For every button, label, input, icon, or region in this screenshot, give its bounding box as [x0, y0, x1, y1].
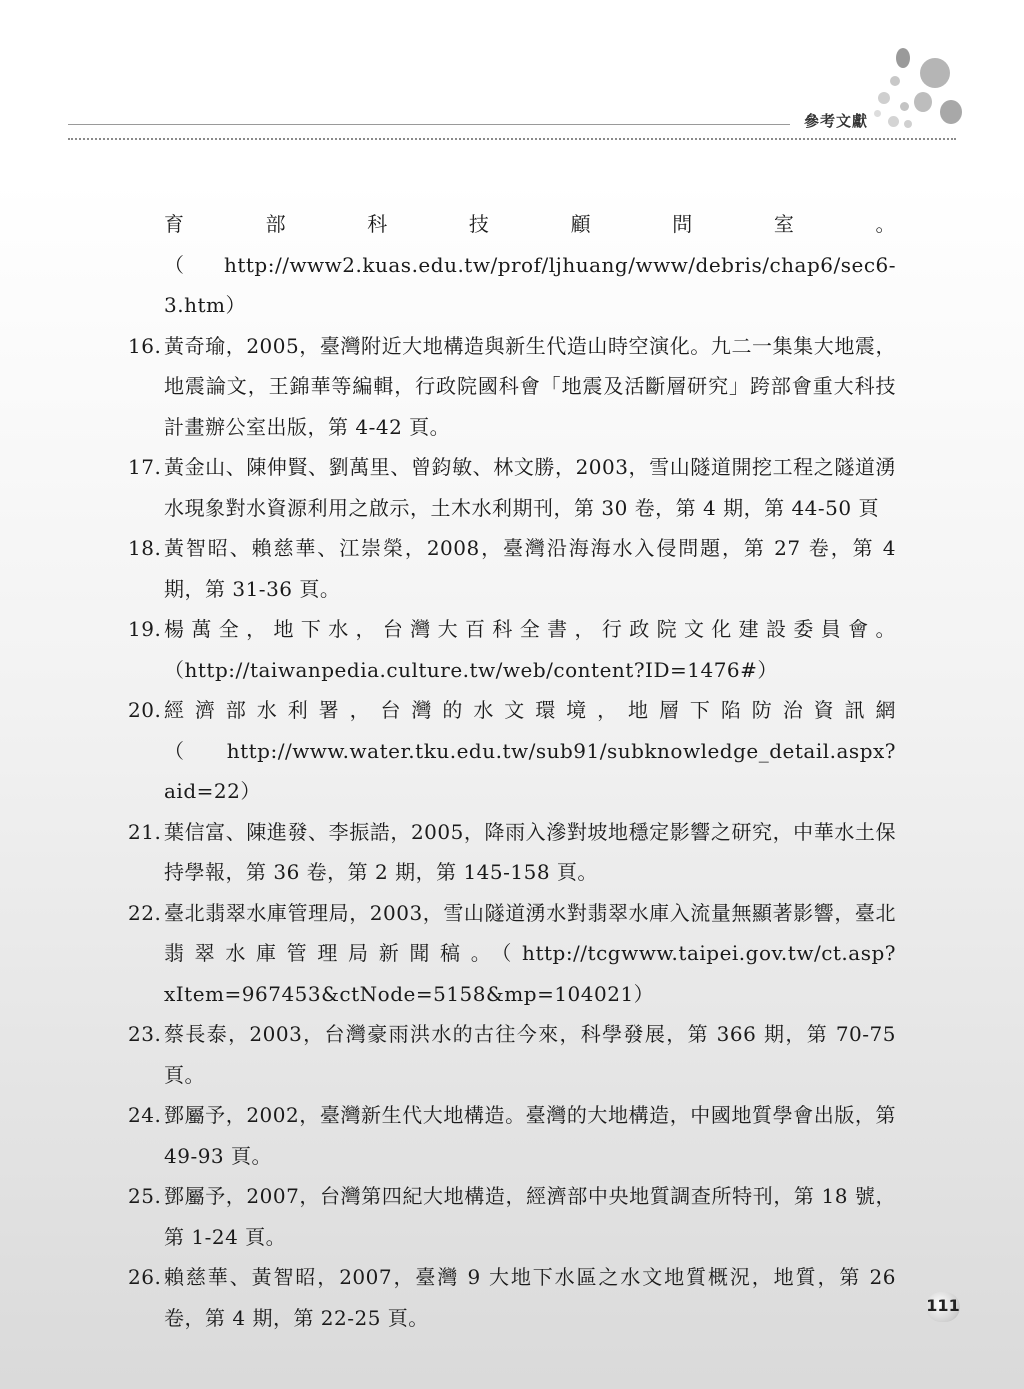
reference-number: 23. [128, 1022, 162, 1046]
page-number-badge [926, 1292, 960, 1322]
reference-text: 臺北翡翠水庫管理局，2003，雪山隧道湧水對翡翠水庫入流量無顯著影響，臺北翡翠水庫管理局新聞稿。（http://tcgwww.taipei.gov.tw/ct.asp?xItem=967453&ctNode=5158&mp=104021） [164, 900, 896, 1006]
reference-text: 鄧屬予，2002，臺灣新生代大地構造。臺灣的大地構造，中國地質學會出版，第 49-93 頁。 [164, 1103, 896, 1168]
page-header [0, 0, 1024, 150]
reference-text: 黃智昭、賴慈華、江崇榮，2008，臺灣沿海海水入侵問題，第 27 卷，第 4 期，第 31-36 頁。 [164, 536, 896, 601]
reference-item [126, 1014, 896, 1095]
reference-text: 楊萬全，地下水，台灣大百科全書，行政院文化建設委員會。（http://taiwanpedia.culture.tw/web/content?ID=1476#） [164, 617, 896, 682]
reference-number: 22. [128, 900, 162, 925]
reference-number: 25. [128, 1184, 162, 1208]
reference-number: 17. [128, 455, 162, 479]
reference-number: 24. [128, 1103, 162, 1127]
reference-number: 21. [128, 819, 162, 844]
reference-list [126, 204, 896, 1338]
reference-item [126, 609, 896, 690]
reference-text: 育部科技顧問室。（http://www2.kuas.edu.tw/prof/ljhuang/www/debris/chap6/sec6-3.htm） [164, 212, 896, 317]
reference-item [126, 1176, 896, 1257]
reference-item [126, 326, 896, 448]
reference-item [126, 812, 896, 893]
reference-text: 經濟部水利署，台灣的水文環境，地層下陷防治資訊網（http://www.water.tku.edu.tw/sub91/subknowledge_detail.aspx?aid=22） [164, 698, 896, 803]
reference-text: 蔡長泰，2003，台灣豪雨洪水的古往今來，科學發展，第 366 期，第 70-75 頁。 [164, 1022, 896, 1087]
reference-number: 26. [128, 1265, 162, 1289]
reference-text: 葉信富、陳進發、李振誥，2005，降雨入滲對坡地穩定影響之研究，中華水土保持學報，第 36 卷，第 2 期，第 145-158 頁。 [164, 819, 896, 884]
reference-item [126, 204, 896, 326]
reference-text: 賴慈華、黃智昭，2007，臺灣 9 大地下水區之水文地質概況，地質，第 26 卷，第 4 期，第 22-25 頁。 [164, 1265, 896, 1330]
reference-item [126, 1257, 896, 1338]
reference-item [126, 447, 896, 528]
reference-item [126, 893, 896, 1015]
reference-number: 20. [128, 698, 162, 722]
reference-number: 18. [128, 536, 162, 560]
reference-number: 19. [128, 617, 162, 641]
reference-item [126, 528, 896, 609]
reference-text: 鄧屬予，2007，台灣第四紀大地構造，經濟部中央地質調查所特刊，第 18 號，第 1-24 頁。 [164, 1184, 896, 1249]
reference-text: 黃金山、陳伸賢、劉萬里、曾鈞敏、林文勝，2003，雪山隧道開挖工程之隧道湧水現象對水資源利用之啟示，土木水利期刊，第 30 卷，第 4 期，第 44-50 頁 [164, 455, 896, 520]
header-title: 參考文獻 [804, 112, 869, 130]
reference-item [126, 690, 896, 812]
reference-number: 16. [128, 333, 162, 358]
header-dotted-rule [68, 138, 956, 140]
decorative-dots-icon [870, 40, 970, 140]
page-number: 111 [926, 1296, 960, 1315]
reference-item [126, 1095, 896, 1176]
reference-text: 黃奇瑜，2005，臺灣附近大地構造與新生代造山時空演化。九二一集集大地震，地震論文，王錦華等編輯，行政院國科會「地震及活斷層研究」跨部會重大科技計畫辦公室出版，第 4-42 頁。 [164, 333, 896, 439]
header-thin-rule [68, 124, 790, 125]
